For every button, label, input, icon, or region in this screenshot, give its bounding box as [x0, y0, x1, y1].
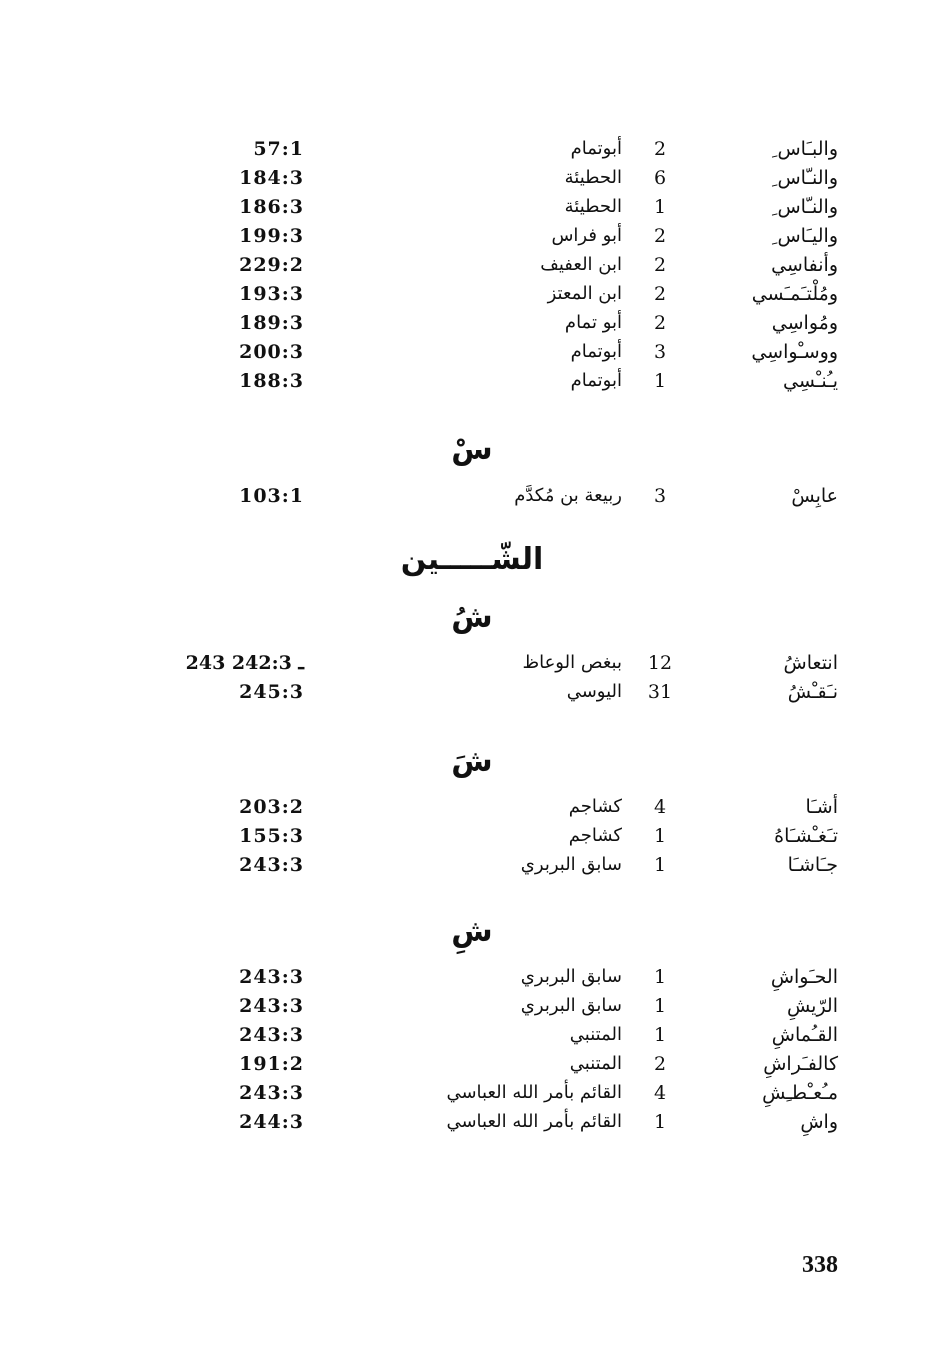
- section-title: الشّـــــين: [400, 542, 544, 577]
- verse-count: 2: [653, 225, 667, 247]
- poet-name: الحطيئة: [564, 196, 622, 217]
- reference: 243:3: [239, 1082, 304, 1104]
- verse-count: 2: [653, 138, 667, 160]
- poet-name: أبوتمام: [570, 370, 622, 391]
- subsection-heading: سْ: [451, 432, 493, 467]
- verse-count: 1: [653, 966, 667, 988]
- entry-row: [0, 312, 944, 341]
- verse-count: 12: [647, 652, 673, 674]
- verse-count: 4: [653, 796, 667, 818]
- reference: 243 ـ 242:3: [185, 652, 304, 674]
- reference: 155:3: [239, 825, 304, 847]
- entry-row: [0, 1053, 944, 1082]
- entry-row: [0, 341, 944, 370]
- verse-count: 1: [653, 825, 667, 847]
- rhyme-word: ومُواسِي: [771, 312, 838, 334]
- poet-name: كشاجم: [568, 825, 622, 846]
- entry-row: [0, 652, 944, 681]
- rhyme-word: كالفـَراشِ: [763, 1053, 838, 1075]
- rhyme-word: انتعاشُ: [783, 652, 838, 674]
- reference: 203:2: [239, 796, 304, 818]
- verse-count: 1: [653, 995, 667, 1017]
- poet-name: سابق البربري: [520, 995, 622, 1016]
- poet-name: كشاجم: [568, 796, 622, 817]
- reference: 189:3: [239, 312, 304, 334]
- verse-count: 2: [653, 254, 667, 276]
- verse-count: 1: [653, 1024, 667, 1046]
- rhyme-word: ووسـْواسِي: [751, 341, 838, 363]
- rhyme-word: والنـّاس ِ: [771, 167, 838, 189]
- reference: 229:2: [239, 254, 304, 276]
- entry-row: [0, 796, 944, 825]
- poet-name: أبو فراس: [551, 225, 622, 246]
- rhyme-word: الرّيشِ: [786, 995, 838, 1017]
- verse-count: 1: [653, 370, 667, 392]
- subsection-heading: شِ: [451, 914, 493, 949]
- entry-row: [0, 167, 944, 196]
- poet-name: أبوتمام: [570, 341, 622, 362]
- poet-name: ببغص الوعاظ: [522, 652, 622, 673]
- rhyme-word: تـَغـْشـَاهُ: [774, 825, 838, 847]
- poet-name: أبوتمام: [570, 138, 622, 159]
- poet-name: المتنبي: [569, 1053, 622, 1074]
- reference: 243:3: [239, 966, 304, 988]
- poet-name: القائم بأمر الله العباسي: [446, 1082, 622, 1103]
- verse-count: 1: [653, 196, 667, 218]
- entry-row: [0, 1111, 944, 1140]
- rhyme-word: واشِ: [800, 1111, 838, 1133]
- rhyme-word: والنـّاس ِ: [771, 196, 838, 218]
- rhyme-word: أشـَا: [805, 796, 838, 818]
- verse-count: 4: [653, 1082, 667, 1104]
- page-number: 338: [802, 1252, 838, 1278]
- entry-row: [0, 370, 944, 399]
- reference: 200:3: [239, 341, 304, 363]
- entry-row: [0, 681, 944, 710]
- reference: 243:3: [239, 1024, 304, 1046]
- reference: 245:3: [239, 681, 304, 703]
- poet-name: ربيعة بن مُكدَّم: [514, 485, 622, 506]
- verse-count: 2: [653, 283, 667, 305]
- reference: 188:3: [239, 370, 304, 392]
- poet-name: سابق البربري: [520, 854, 622, 875]
- entry-row: [0, 1082, 944, 1111]
- rhyme-word: وأنفاسِي: [771, 254, 838, 276]
- rhyme-word: مـُعـْطـِشِ: [762, 1082, 838, 1104]
- verse-count: 3: [653, 485, 667, 507]
- reference: 199:3: [239, 225, 304, 247]
- rhyme-word: والبـَاس ِ: [771, 138, 838, 160]
- reference: 191:2: [239, 1053, 304, 1075]
- rhyme-word: يـُنـْسِي: [783, 370, 838, 392]
- poet-name: سابق البربري: [520, 966, 622, 987]
- poet-name: ابن العفيف: [540, 254, 622, 275]
- verse-count: 6: [653, 167, 667, 189]
- entry-row: [0, 225, 944, 254]
- entry-row: [0, 196, 944, 225]
- verse-count: 2: [653, 1053, 667, 1075]
- reference: 186:3: [239, 196, 304, 218]
- poet-name: ابن المعتز: [547, 283, 622, 304]
- entry-row: [0, 966, 944, 995]
- entry-row: [0, 854, 944, 883]
- verse-count: 2: [653, 312, 667, 334]
- rhyme-word: القـُماشِ: [771, 1024, 838, 1046]
- poet-name: الحطيئة: [564, 167, 622, 188]
- poet-name: أبو تمام: [564, 312, 622, 333]
- entry-row: [0, 254, 944, 283]
- rhyme-word: نـَقـْشُ: [787, 681, 838, 703]
- verse-count: 1: [653, 854, 667, 876]
- verse-count: 31: [647, 681, 673, 703]
- rhyme-word: جـَاشـَا: [787, 854, 838, 876]
- reference: 243:3: [239, 995, 304, 1017]
- reference: 103:1: [239, 485, 304, 507]
- entry-row: [0, 825, 944, 854]
- rhyme-word: الحـَواشِ: [770, 966, 838, 988]
- poet-name: المتنبي: [569, 1024, 622, 1045]
- reference: 244:3: [239, 1111, 304, 1133]
- verse-count: 1: [653, 1111, 667, 1133]
- subsection-heading: شُ: [451, 600, 493, 635]
- entry-row: [0, 138, 944, 167]
- reference: 57:1: [253, 138, 304, 160]
- reference: 193:3: [239, 283, 304, 305]
- rhyme-word: عابِسْ: [791, 485, 838, 507]
- poet-name: القائم بأمر الله العباسي: [446, 1111, 622, 1132]
- rhyme-word: واليـَاس ِ: [771, 225, 838, 247]
- subsection-heading: شَ: [451, 744, 493, 779]
- entry-row: [0, 995, 944, 1024]
- reference: 243:3: [239, 854, 304, 876]
- rhyme-word: ومُلْتـَمـَسي: [751, 283, 838, 305]
- reference: 184:3: [239, 167, 304, 189]
- entry-row: [0, 1024, 944, 1053]
- entry-row: [0, 485, 944, 514]
- verse-count: 3: [653, 341, 667, 363]
- poet-name: اليوسي: [566, 681, 622, 702]
- entry-row: [0, 283, 944, 312]
